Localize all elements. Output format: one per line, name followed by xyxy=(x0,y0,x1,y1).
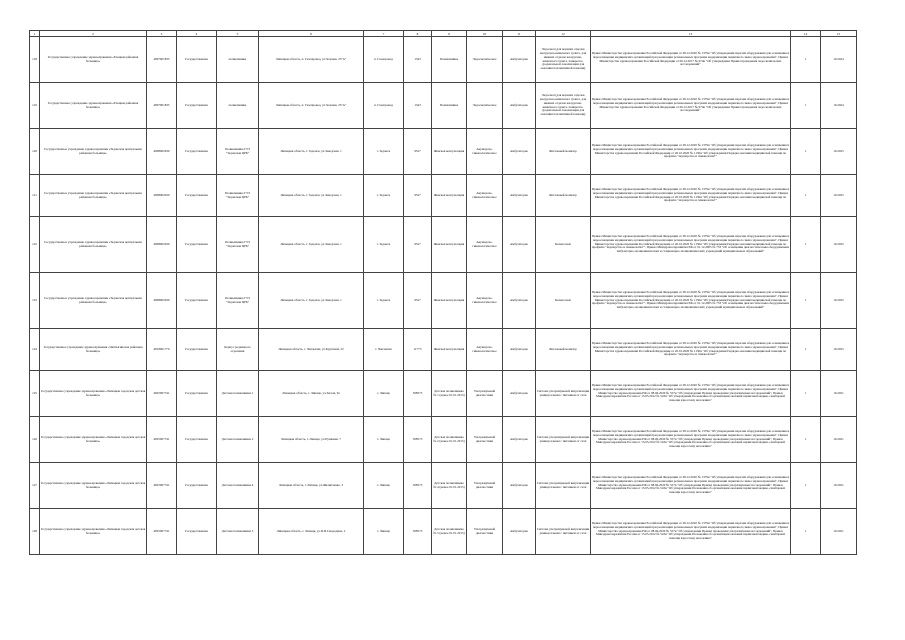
cell-care-conditions: Амбулаторно xyxy=(503,509,536,555)
cell-quantity: 1 xyxy=(791,37,821,83)
column-number: 11 xyxy=(503,31,536,37)
cell-equipment-name: Система ультразвуковой визуализации универсальная с питанием от сети xyxy=(536,371,591,417)
cell-facility-type: Женская консультация xyxy=(432,129,467,175)
column-number: 9 xyxy=(432,31,467,37)
cell-subdivision-name: поликлиника xyxy=(217,83,259,129)
table-row xyxy=(30,129,857,175)
cell-equipment-name: Кольпоскоп xyxy=(536,217,591,273)
cell-due-date: 10.2024 xyxy=(821,83,857,129)
cell-population: 508573 xyxy=(404,509,432,555)
cell-settlement: г. Задонск xyxy=(364,217,404,273)
cell-due-date: 10.2024 xyxy=(821,37,857,83)
cell-address: Липецкая область, г. Липецк, ул.Филипченко, 3 xyxy=(259,463,364,509)
cell-due-date: 10.2025 xyxy=(821,129,857,175)
cell-quantity: 1 xyxy=(791,129,821,175)
cell-population: 9527 xyxy=(404,175,432,217)
cell-equipment-name: Эндоскоп (для верхних отделов желудочно-кишечного тракта, для нижних отделов желудочно-кишечного тракта, панкреато-дуоденальной локализации для оказания паллиативной помощи) xyxy=(536,83,591,129)
cell-legal-basis: Приказ Министерства здравоохранения Российской Федерации от 28.12.2020 № 1379н "Об утверждении перечня оборудования для оснащения и переоснащения медицинских организаций при реализации региональных программ модернизации первичного звена здравоохранения", Приказ Министерства здравоохранения РФ от 08.06.2020 № 557н "Об утверждении Правил проведения ультразвуковых исследований", Приказ Минздравсоцразвития России от 15.05.2012 № 543н "Об утверждении Положения об организации оказания первичной медико-санитарной помощи взрослому населению" xyxy=(591,509,791,555)
cell-ownership-form: Государственная xyxy=(177,273,217,329)
cell-settlement: г. Липецк xyxy=(364,417,404,463)
cell-quantity: 1 xyxy=(791,371,821,417)
cell-medical-profile: Ультразвуковой диагностики xyxy=(467,371,503,417)
cell-medical-profile: Ультразвуковой диагностики xyxy=(467,509,503,555)
table-row xyxy=(30,509,857,555)
cell-inn-code: 4808002630 xyxy=(147,175,177,217)
column-number: 13 xyxy=(591,31,791,37)
cell-equipment-name: Система ультразвуковой визуализации универсальная с питанием от сети xyxy=(536,509,591,555)
column-number: 1 xyxy=(30,31,40,37)
cell-care-conditions: Амбулаторно xyxy=(503,463,536,509)
cell-organization-name: Государственное учреждение здравоохранения «Липецкая городская детская больница» xyxy=(40,509,147,555)
cell-address: Липецкая область, п. Газопровод, ул.Зеленая, 23"А" xyxy=(259,83,364,129)
cell-address: Липецкая область, г. Задонск, ул.Заводская, 1 xyxy=(259,129,364,175)
cell-inn-code: 4807001835 xyxy=(147,37,177,83)
cell-settlement: г. Задонск xyxy=(364,273,404,329)
column-number: 14 xyxy=(791,31,821,37)
cell-inn-code: 4825007741 xyxy=(147,417,177,463)
cell-medical-profile: Ультразвуковой диагностики xyxy=(467,463,503,509)
cell-due-date: 10.2021 xyxy=(821,371,857,417)
cell-settlement: г. Задонск xyxy=(364,175,404,217)
cell-equipment-name: Кольпоскоп xyxy=(536,273,591,329)
cell-quantity: 1 xyxy=(791,175,821,217)
cell-organization-name: Государственное учреждение здравоохранения «Задонская центральная районная больница» xyxy=(40,273,147,329)
cell-legal-basis: Приказ Министерства здравоохранения Российской Федерации от 28.12.2020 № 1379н "Об утверждении перечня оборудования для оснащения и переоснащения медицинских организаций при реализации региональных программ модернизации первичного звена здравоохранения", Приказ Министерства здравоохранения Российской Федерации от 20.10.2020 № 1130н "Об утверждении Порядка оказания медицинской помощи по профилю "акушерство и гинекология"", Приказ Минздравсоцразвития РФ от 01.12.2005 № 753 "Об оснащении диагностическим оборудованием амбулаторно-поликлинических и стационарно-поликлинических учреждений муниципальных образований" xyxy=(591,273,791,329)
cell-settlement: г. Липецк xyxy=(364,371,404,417)
cell-legal-basis: Приказ Министерства здравоохранения Российской Федерации от 28.12.2020 № 1379н "Об утверждении перечня оборудования для оснащения и переоснащения медицинских организаций при реализации региональных программ модернизации первичного звена здравоохранения", Приказ Министерства здравоохранения РФ от 08.06.2020 № 557н "Об утверждении Правил проведения ультразвуковых исследований", Приказ Минздравсоцразвития России от 15.05.2012 № 543н "Об утверждении Положения об организации оказания первичной медико-санитарной помощи взрослому населению" xyxy=(591,463,791,509)
cell-care-conditions: Амбулаторно xyxy=(503,83,536,129)
cell-equipment-name: Фетальный монитор xyxy=(536,329,591,371)
cell-settlement: г. Липецк xyxy=(364,463,404,509)
cell-equipment-name: Система ультразвуковой визуализации универсальная с питанием от сети xyxy=(536,463,591,509)
column-number: 10 xyxy=(467,31,503,37)
cell-due-date: 10.2025 xyxy=(821,175,857,217)
table-row xyxy=(30,417,857,463)
cell-facility-type: Женская консультация xyxy=(432,217,467,273)
cell-care-conditions: Амбулаторно xyxy=(503,371,536,417)
cell-row-number: 124 xyxy=(30,329,40,371)
cell-equipment-name: Фетальный монитор xyxy=(536,129,591,175)
cell-subdivision-name: Детская поликлиника 4 xyxy=(217,463,259,509)
cell-facility-type: Женская консультация xyxy=(432,329,467,371)
cell-population: 508573 xyxy=(404,417,432,463)
cell-row-number: 123 xyxy=(30,273,40,329)
cell-equipment-name: Эндоскоп (для верхних отделов желудочно-кишечного тракта, для нижних отделов желудочно-кишечного тракта, панкреато-дуоденальной локализации для оказания паллиативной помощи) xyxy=(536,37,591,83)
cell-inn-code: 4825007741 xyxy=(147,463,177,509)
table-row xyxy=(30,329,857,371)
cell-legal-basis: Приказ Министерства здравоохранения Российской Федерации от 28.12.2020 № 1379н "Об утверждении перечня оборудования для оснащения и переоснащения медицинских организаций при реализации региональных программ модернизации первичного звена здравоохранения", Приказ Министерства здравоохранения РФ от 08.06.2020 № 557н "Об утверждении Правил проведения ультразвуковых исследований", Приказ Минздравсоцразвития России от 15.05.2012 № 543н "Об утверждении Положения об организации оказания первичной медико-санитарной помощи взрослому населению" xyxy=(591,371,791,417)
cell-row-number: 127 xyxy=(30,463,40,509)
cell-settlement: п. Газопровод xyxy=(364,37,404,83)
cell-row-number: 122 xyxy=(30,217,40,273)
column-number: 3 xyxy=(147,31,177,37)
cell-population: 1343 xyxy=(404,37,432,83)
cell-subdivision-name: Поликлиника ГУЗ "Задонская ЦРБ" xyxy=(217,217,259,273)
cell-medical-profile: Эндоскопическое xyxy=(467,37,503,83)
cell-subdivision-name: поликлиника xyxy=(217,37,259,83)
column-number: 6 xyxy=(259,31,364,37)
cell-row-number: 125 xyxy=(30,371,40,417)
cell-quantity: 1 xyxy=(791,329,821,371)
cell-ownership-form: Государственная xyxy=(177,129,217,175)
cell-address: Липецкая область, г. Липецк, ул.Зегеля, 9а xyxy=(259,371,364,417)
cell-ownership-form: Государственная xyxy=(177,217,217,273)
cell-organization-name: Государственное учреждение здравоохранения «Липецкая городская детская больница» xyxy=(40,463,147,509)
cell-legal-basis: Приказ Министерства здравоохранения Российской Федерации от 28.12.2020 № 1379н "Об утверждении перечня оборудования для оснащения и переоснащения медицинских организаций при реализации региональных программ модернизации первичного звена здравоохранения", Приказ Министерства здравоохранения Российской Федерации от 06.12.2017 № 974н "Об утверждении Правил проведения эндоскопических исследований" xyxy=(591,83,791,129)
cell-row-number: 119 xyxy=(30,83,40,129)
cell-organization-name: Государственное учреждение здравоохранения «Елецкая районная больница» xyxy=(40,37,147,83)
cell-care-conditions: Амбулаторно xyxy=(503,417,536,463)
cell-row-number: 121 xyxy=(30,175,40,217)
table-row xyxy=(30,371,857,417)
cell-population: 508573 xyxy=(404,371,432,417)
cell-organization-name: Государственное учреждение здравоохранения «Липецкая городская детская больница» xyxy=(40,371,147,417)
cell-address: Липецкая область, г. Липецк, ул.П.И.Смородина, 2 xyxy=(259,509,364,555)
cell-subdivision-name: Детская поликлиника 1 xyxy=(217,371,259,417)
cell-quantity: 1 xyxy=(791,463,821,509)
cell-legal-basis: Приказ Министерства здравоохранения Российской Федерации от 28.12.2020 № 1379н "Об утверждении перечня оборудования для оснащения и переоснащения медицинских организаций при реализации региональных программ модернизации первичного звена здравоохранения", Приказ Министерства здравоохранения Российской Федерации от 20.10.2020 № 1130н "Об утверждении Порядка оказания медицинской помощи по профилю "акушерство и гинекология"" xyxy=(591,129,791,175)
cell-quantity: 1 xyxy=(791,509,821,555)
cell-due-date: 10.2025 xyxy=(821,273,857,329)
cell-legal-basis: Приказ Министерства здравоохранения Российской Федерации от 28.12.2020 № 1379н "Об утверждении перечня оборудования для оснащения и переоснащения медицинских организаций при реализации региональных программ модернизации первичного звена здравоохранения", Приказ Министерства здравоохранения Российской Федерации от 20.10.2020 № 1130н "Об утверждении Порядка оказания медицинской помощи по профилю "акушерство и гинекология"" xyxy=(591,329,791,371)
cell-quantity: 1 xyxy=(791,417,821,463)
cell-quantity: 1 xyxy=(791,217,821,273)
cell-facility-type: Женская консультация xyxy=(432,175,467,217)
cell-subdivision-name: Поликлиника ГУЗ "Задонская ЦРБ" xyxy=(217,175,259,217)
table-row xyxy=(30,273,857,329)
cell-medical-profile: Акушерско-гинекологическое xyxy=(467,273,503,329)
cell-ownership-form: Государственная xyxy=(177,175,217,217)
column-number: 7 xyxy=(364,31,404,37)
cell-organization-name: Государственное учреждение здравоохранения «Елецкая районная больница» xyxy=(40,83,147,129)
cell-organization-name: Государственное учреждение здравоохранения «Чаплыгинская районная больница» xyxy=(40,329,147,371)
cell-population: 1343 xyxy=(404,83,432,129)
cell-inn-code: 4808002630 xyxy=(147,217,177,273)
column-number: 15 xyxy=(821,31,857,37)
cell-ownership-form: Государственная xyxy=(177,509,217,555)
cell-ownership-form: Государственная xyxy=(177,417,217,463)
cell-medical-profile: Акушерско-гинекологическое xyxy=(467,175,503,217)
cell-legal-basis: Приказ Министерства здравоохранения Российской Федерации от 28.12.2020 № 1379н "Об утверждении перечня оборудования для оснащения и переоснащения медицинских организаций при реализации региональных программ модернизации первичного звена здравоохранения", Приказ Министерства здравоохранения Российской Федерации от 20.10.2020 № 1130н "Об утверждении Порядка оказания медицинской помощи по профилю "акушерство и гинекология"" xyxy=(591,175,791,217)
cell-care-conditions: Амбулаторно xyxy=(503,175,536,217)
cell-facility-type: Детская поликлиника № 1 (новое 01.01.2015) xyxy=(432,371,467,417)
cell-quantity: 1 xyxy=(791,83,821,129)
cell-equipment-name: Система ультразвуковой визуализации универсальная с питанием от сети xyxy=(536,417,591,463)
cell-row-number: 126 xyxy=(30,417,40,463)
table-row xyxy=(30,83,857,129)
cell-organization-name: Государственное учреждение здравоохранения «Задонская центральная районная больница» xyxy=(40,175,147,217)
cell-subdivision-name: Корпус родильного отделения xyxy=(217,329,259,371)
table-row xyxy=(30,217,857,273)
column-number: 4 xyxy=(177,31,217,37)
cell-legal-basis: Приказ Министерства здравоохранения Российской Федерации от 28.12.2020 № 1379н "Об утверждении перечня оборудования для оснащения и переоснащения медицинских организаций при реализации региональных программ модернизации первичного звена здравоохранения", Приказ Министерства здравоохранения РФ от 08.06.2020 № 557н "Об утверждении Правил проведения ультразвуковых исследований", Приказ Минздравсоцразвития России от 15.05.2012 № 543н "Об утверждении Положения об организации оказания первичной медико-санитарной помощи взрослому населению" xyxy=(591,417,791,463)
cell-due-date: 10.2025 xyxy=(821,329,857,371)
column-number: 8 xyxy=(404,31,432,37)
cell-ownership-form: Государственная xyxy=(177,329,217,371)
cell-legal-basis: Приказ Министерства здравоохранения Российской Федерации от 28.12.2020 № 1379н "Об утверждении перечня оборудования для оснащения и переоснащения медицинских организаций при реализации региональных программ модернизации первичного звена здравоохранения", Приказ Министерства здравоохранения Российской Федерации от 20.10.2020 № 1130н "Об утверждении Порядка оказания медицинской помощи по профилю "акушерство и гинекология"", Приказ Минздравсоцразвития РФ от 01.12.2005 № 753 "Об оснащении диагностическим оборудованием амбулаторно-поликлинических и стационарно-поликлинических учреждений муниципальных образований" xyxy=(591,217,791,273)
cell-facility-type: Женская консультация xyxy=(432,273,467,329)
cell-ownership-form: Государственная xyxy=(177,83,217,129)
cell-inn-code: 4825007741 xyxy=(147,371,177,417)
cell-row-number: 118 xyxy=(30,37,40,83)
cell-medical-profile: Эндоскопическое xyxy=(467,83,503,129)
cell-medical-profile: Ультразвуковой диагностики xyxy=(467,417,503,463)
cell-facility-type: Детская поликлиника № 5 (новое 01.01.2015) xyxy=(432,509,467,555)
cell-organization-name: Государственное учреждение здравоохранения «Задонская центральная районная больница» xyxy=(40,129,147,175)
cell-address: Липецкая область, г. Задонск, ул.Заводская, 1 xyxy=(259,273,364,329)
cell-due-date: 10.2021 xyxy=(821,463,857,509)
cell-address: Липецкая область, г. Задонск, ул.Заводская, 1 xyxy=(259,175,364,217)
cell-care-conditions: Амбулаторно xyxy=(503,329,536,371)
cell-facility-type: Детская поликлиника № 2 (новое 01.01.2015) xyxy=(432,417,467,463)
cell-settlement: г. Задонск xyxy=(364,129,404,175)
cell-subdivision-name: Поликлиника ГУЗ "Задонская ЦРБ" xyxy=(217,129,259,175)
cell-organization-name: Государственное учреждение здравоохранения «Задонская центральная районная больница» xyxy=(40,217,147,273)
cell-due-date: 10.2021 xyxy=(821,509,857,555)
cell-facility-type: Поликлиника xyxy=(432,37,467,83)
cell-population: 508573 xyxy=(404,463,432,509)
cell-subdivision-name: Детская поликлиника 5 xyxy=(217,509,259,555)
cell-equipment-name: Фетальный монитор xyxy=(536,175,591,217)
table-row xyxy=(30,463,857,509)
cell-legal-basis: Приказ Министерства здравоохранения Российской Федерации от 28.12.2020 № 1379н "Об утверждении перечня оборудования для оснащения и переоснащения медицинских организаций при реализации региональных программ модернизации первичного звена здравоохранения", Приказ Министерства здравоохранения Российской Федерации от 06.12.2017 № 974н "Об утверждении Правил проведения эндоскопических исследований" xyxy=(591,37,791,83)
cell-population: 11773 xyxy=(404,329,432,371)
cell-address: Липецкая область, г. Чаплыгин, ул.Крупской, 52 xyxy=(259,329,364,371)
cell-facility-type: Детская поликлиника № 4 (новое 01.01.2015) xyxy=(432,463,467,509)
cell-subdivision-name: Детская поликлиника 2 xyxy=(217,417,259,463)
cell-care-conditions: Амбулаторно xyxy=(503,37,536,83)
cell-due-date: 10.2021 xyxy=(821,417,857,463)
cell-row-number: 120 xyxy=(30,129,40,175)
cell-ownership-form: Государственная xyxy=(177,371,217,417)
cell-address: Липецкая область, п. Газопровод, ул.Зеленая, 23"А" xyxy=(259,37,364,83)
cell-settlement: г. Чаплыгин xyxy=(364,329,404,371)
cell-medical-profile: Акушерско-гинекологическое xyxy=(467,329,503,371)
cell-settlement: п. Газопровод xyxy=(364,83,404,129)
equipment-table xyxy=(29,30,857,555)
cell-ownership-form: Государственная xyxy=(177,37,217,83)
table-row xyxy=(30,37,857,83)
column-number: 12 xyxy=(536,31,591,37)
cell-population: 9527 xyxy=(404,129,432,175)
cell-inn-code: 4808002630 xyxy=(147,129,177,175)
table-row xyxy=(30,175,857,217)
cell-due-date: 10.2025 xyxy=(821,217,857,273)
cell-inn-code: 4818001770 xyxy=(147,329,177,371)
cell-care-conditions: Амбулаторно xyxy=(503,129,536,175)
cell-address: Липецкая область, г. Липецк, ул.Пушкина, 7 xyxy=(259,417,364,463)
cell-inn-code: 4807001835 xyxy=(147,83,177,129)
cell-facility-type: Поликлиника xyxy=(432,83,467,129)
column-number: 5 xyxy=(217,31,259,37)
cell-quantity: 1 xyxy=(791,273,821,329)
column-number: 2 xyxy=(40,31,147,37)
cell-medical-profile: Акушерско-гинекологическое xyxy=(467,217,503,273)
cell-address: Липецкая область, г. Задонск, ул.Заводская, 1 xyxy=(259,217,364,273)
cell-subdivision-name: Поликлиника ГУЗ "Задонская ЦРБ" xyxy=(217,273,259,329)
cell-inn-code: 4808002630 xyxy=(147,273,177,329)
cell-settlement: г. Липецк xyxy=(364,509,404,555)
cell-organization-name: Государственное учреждение здравоохранения «Липецкая городская детская больница» xyxy=(40,417,147,463)
cell-care-conditions: Амбулаторно xyxy=(503,217,536,273)
cell-population: 9527 xyxy=(404,273,432,329)
cell-medical-profile: Акушерско-гинекологическое xyxy=(467,129,503,175)
cell-care-conditions: Амбулаторно xyxy=(503,273,536,329)
cell-inn-code: 4825007741 xyxy=(147,509,177,555)
cell-ownership-form: Государственная xyxy=(177,463,217,509)
cell-row-number: 128 xyxy=(30,509,40,555)
cell-population: 9527 xyxy=(404,217,432,273)
